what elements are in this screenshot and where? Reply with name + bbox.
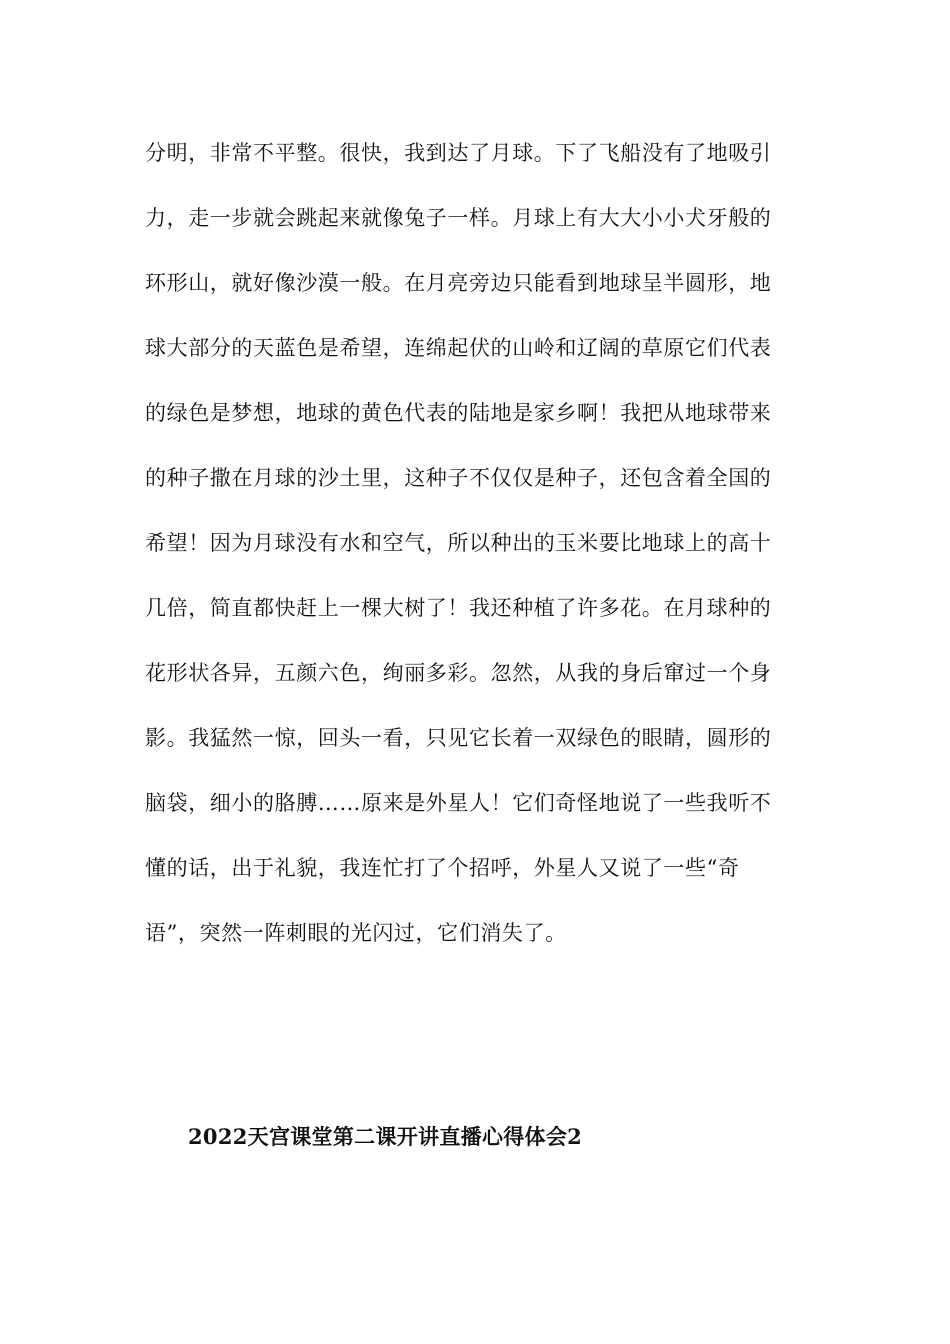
paragraph-line: 球大部分的天蓝色是希望，连绵起伏的山岭和辽阔的草原它们代表 [145, 336, 772, 360]
paragraph-line: 懂的话，出于礼貌，我连忙打了个招呼，外星人又说了一些“奇 [145, 856, 740, 880]
paragraph-line: 力，走一步就会跳起来就像兔子一样。月球上有大大小小犬牙般的 [145, 206, 772, 230]
paragraph-line: 几倍，简直都快赶上一棵大树了！我还种植了许多花。在月球种的 [145, 596, 772, 620]
paragraph-line: 分明，非常不平整。很快，我到达了月球。下了飞船没有了地吸引 [145, 141, 772, 165]
paragraph-line: 的绿色是梦想，地球的黄色代表的陆地是家乡啊！我把从地球带来 [145, 401, 772, 425]
paragraph-line: 环形山，就好像沙漠一般。在月亮旁边只能看到地球呈半圆形，地 [145, 271, 772, 295]
paragraph-line: 语”，突然一阵刺眼的光闪过，它们消失了。 [145, 921, 567, 945]
paragraph-line: 影。我猛然一惊，回头一看，只见它长着一双绿色的眼睛，圆形的 [145, 726, 772, 750]
paragraph-line: 的种子撒在月球的沙土里，这种子不仅仅是种子，还包含着全国的 [145, 466, 772, 490]
paragraph-line: 脑袋，细小的胳膊……原来是外星人！它们奇怪地说了一些我听不 [145, 791, 772, 815]
paragraph-line: 花形状各异，五颜六色，绚丽多彩。忽然，从我的身后窜过一个身 [145, 661, 772, 685]
essay-paragraph [145, 130, 795, 975]
paragraph-line: 希望！因为月球没有水和空气，所以种出的玉米要比地球上的高十 [145, 531, 772, 555]
section-title: 2022天宫课堂第二课开讲直播心得体会2 [188, 1124, 583, 1149]
